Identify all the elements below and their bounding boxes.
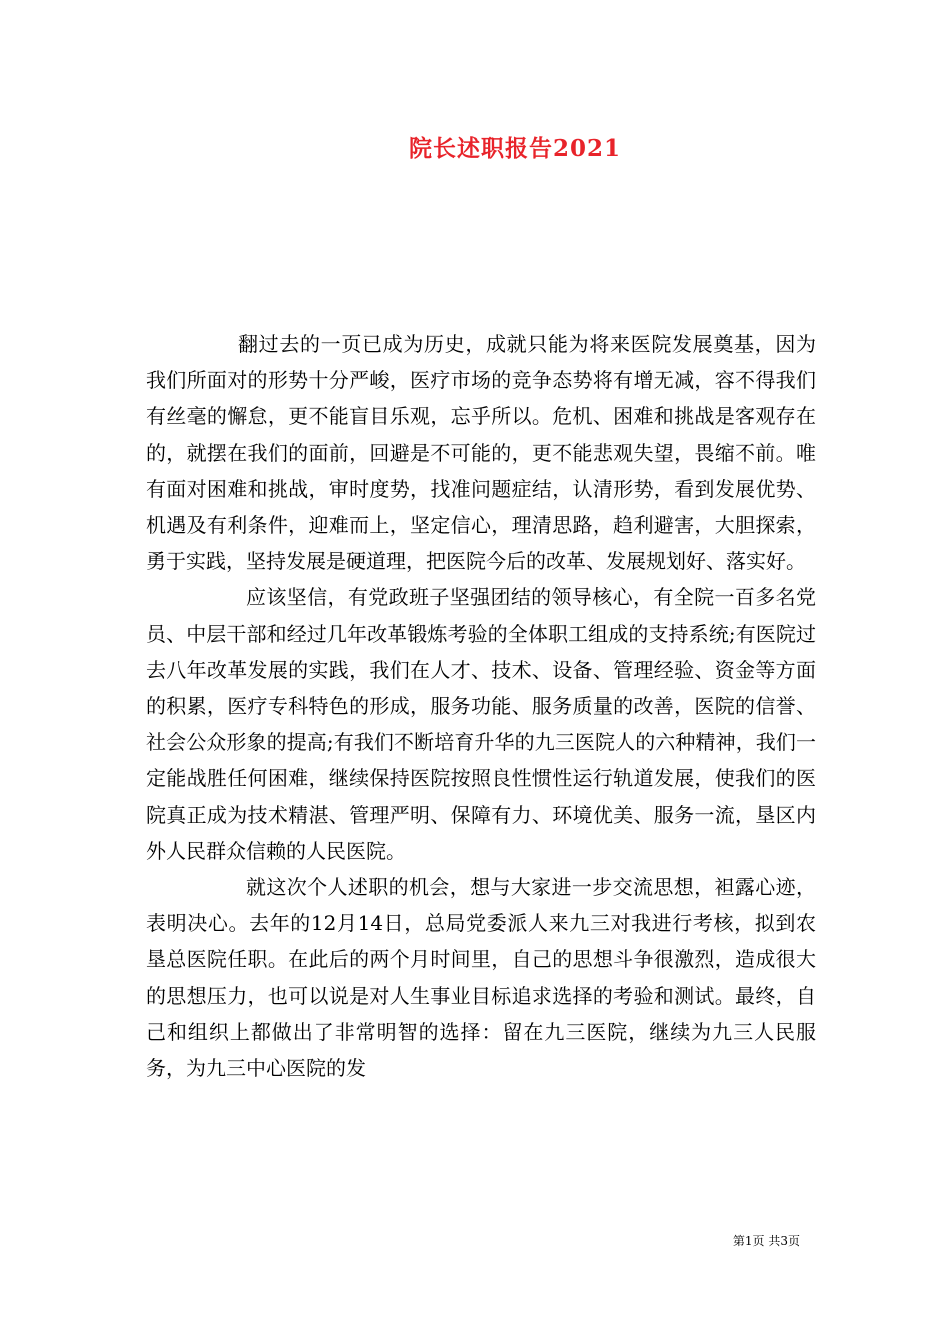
paragraph-2: 应该坚信，有党政班子坚强团结的领导核心，有全院一百多名党员、中层干部和经过几年改革锻炼考验的全体职工组成的支持系统;有医院过去八年改革发展的实践，我们在人才、技术、设备、管理经验、资金等方面的积累，医疗专科特色的形成，服务功能、服务质量的改善，医院的信誉、社会公众形象的提高;有我们不断培育升华的九三医院人的六种精神，我们一定能战胜任何困难，继续保持医院按照良性惯性运行轨道发展，使我们的医院真正成为技术精湛、管理严明、保障有力、环境优美、服务一流，垦区内外人民群众信赖的人民医院。 (146, 585, 816, 863)
page-number-footer: 第1页 共3页 (732, 1234, 800, 1248)
paragraph-3: 就这次个人述职的机会，想与大家进一步交流思想，袒露心迹，表明决心。去年的12月14日，总局党委派人来九三对我进行考核，拟到农垦总医院任职。在此后的两个月时间里，自己的思想斗争很激烈，造成很大的思想压力，也可以说是对人生事业目标追求选择的考验和测试。最终，自己和组织上都做出了非常明智的选择：留在九三医院，继续为九三人民服务，为九三中心医院的发 (146, 875, 816, 1081)
document-body (146, 326, 816, 1086)
paragraph-1: 翻过去的一页已成为历史，成就只能为将来医院发展奠基，因为我们所面对的形势十分严峻，医疗市场的竞争态势将有增无减，容不得我们有丝毫的懈怠，更不能盲目乐观，忘乎所以。危机、困难和挑战是客观存在的，就摆在我们的面前，回避是不可能的，更不能悲观失望，畏缩不前。唯有面对困难和挑战，审时度势，找准问题症结，认清形势，看到发展优势、机遇及有利条件，迎难而上，坚定信心，理清思路，趋利避害，大胆探索，勇于实践，坚持发展是硬道理，把医院今后的改革、发展规划好、落实好。 (146, 332, 816, 574)
page-title: 院长述职报告2021 (408, 135, 621, 162)
